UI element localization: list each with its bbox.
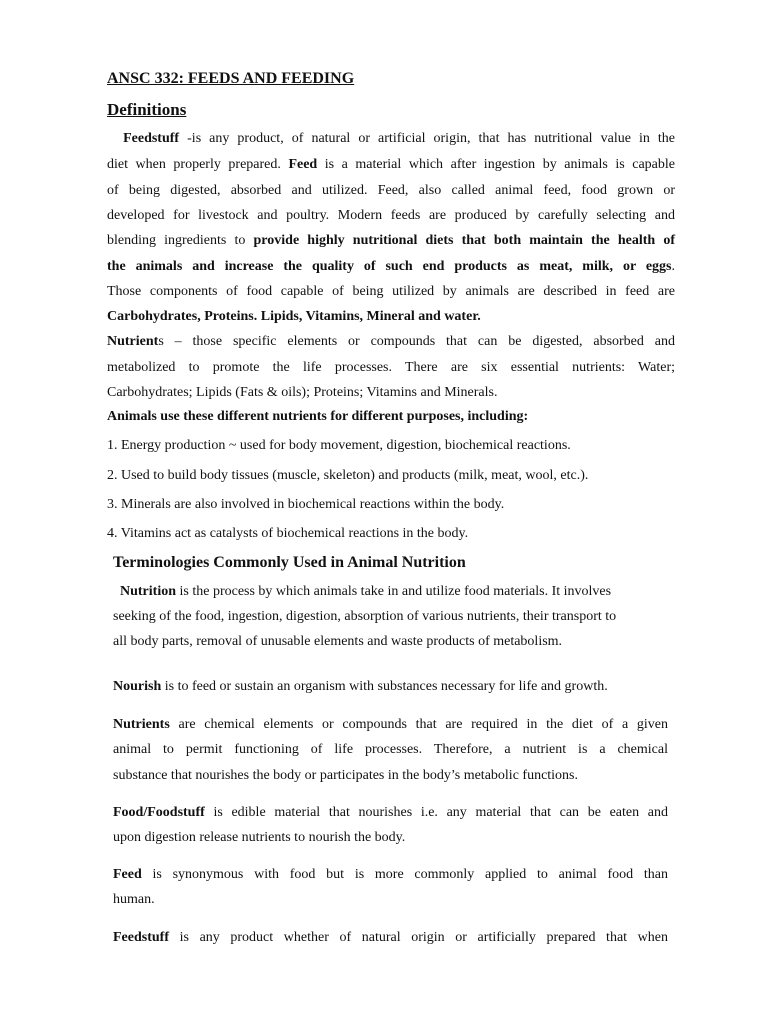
definition-line: Carbohydrates, Proteins. Lipids, Vitamins, Mineral and water. [107, 309, 481, 324]
document-title: ANSC 332: FEEDS AND FEEDING [107, 70, 355, 87]
feed-line: Feed is synonymous with food but is more commonly applied to animal food than [113, 867, 668, 882]
term-feed: Feed [288, 157, 318, 172]
definition-line: developed for livestock and poultry. Modern feeds are produced by carefully selecting and [107, 208, 675, 223]
term-feedstuff: Feedstuff [123, 131, 180, 146]
term-food: Food/Foodstuff [113, 805, 205, 820]
definition-line: blending ingredients to provide highly nutritional diets that both maintain the health of [107, 233, 675, 248]
term-nutrition: Nutrition [120, 584, 176, 599]
nutrition-line: Nutrition is the process by which animals take in and utilize food materials. It involves [120, 584, 612, 599]
food-line: Food/Foodstuff is edible material that nourishes i.e. any material that can be eaten and [113, 805, 668, 820]
definition-line: Those components of food capable of being utilized by animals are described in feed are [107, 284, 675, 299]
definition-line: diet when properly prepared. Feed is a material which after ingestion by animals is capable [107, 157, 675, 172]
definition-line: metabolized to promote the life processes. There are six essential nutrients: Water; [107, 360, 675, 375]
definition-line: of being digested, absorbed and utilized. Feed, also called animal feed, food grown or [107, 183, 675, 198]
purpose-item: 2. Used to build body tissues (muscle, skeleton) and products (milk, meat, wool, etc.). [107, 468, 589, 483]
term-feedstuff-2: Feedstuff [113, 930, 169, 945]
definitions-heading: Definitions [107, 100, 187, 119]
nutrients-line: animal to permit functioning of life processes. Therefore, a nutrient is a chemical [113, 742, 668, 757]
nutrition-line: all body parts, removal of unusable elements and waste products of metabolism. [113, 634, 563, 649]
nourish-line: Nourish is to feed or sustain an organism with substances necessary for life and growth. [113, 679, 608, 694]
purposes-heading: Animals use these different nutrients for different purposes, including: [107, 409, 529, 424]
term-nourish: Nourish [113, 679, 162, 694]
nutrients-line: Nutrients are chemical elements or compounds that are required in the diet of a given [113, 717, 668, 732]
definition-line: the animals and increase the quality of such end products as meat, milk, or eggs. [107, 259, 675, 274]
definition-line: Nutrients – those specific elements or compounds that can be digested, absorbed and [107, 334, 675, 349]
terminologies-heading: Terminologies Commonly Used in Animal Nutrition [113, 554, 466, 571]
feed-line: human. [113, 892, 155, 907]
nutrients-line: substance that nourishes the body or participates in the body’s metabolic functions. [113, 768, 579, 783]
definition-line: Feedstuff -is any product, of natural or artificial origin, that has nutritional value in the [123, 131, 675, 146]
definition-line: Carbohydrates; Lipids (Fats & oils); Proteins; Vitamins and Minerals. [107, 385, 498, 400]
purpose-item: 4. Vitamins act as catalysts of biochemical reactions in the body. [107, 526, 469, 541]
nutrition-line: seeking of the food, ingestion, digestion, absorption of various nutrients, their transport to [113, 609, 617, 624]
term-nutrient: Nutrient [107, 334, 159, 349]
purpose-item: 1. Energy production ~ used for body movement, digestion, biochemical reactions. [107, 438, 571, 453]
term-feed-2: Feed [113, 867, 142, 882]
food-line: upon digestion release nutrients to nourish the body. [113, 830, 406, 845]
feedstuff-line: Feedstuff is any product whether of natural origin or artificially prepared that when [113, 930, 668, 945]
term-nutrients: Nutrients [113, 717, 170, 732]
purpose-item: 3. Minerals are also involved in biochemical reactions within the body. [107, 497, 505, 512]
